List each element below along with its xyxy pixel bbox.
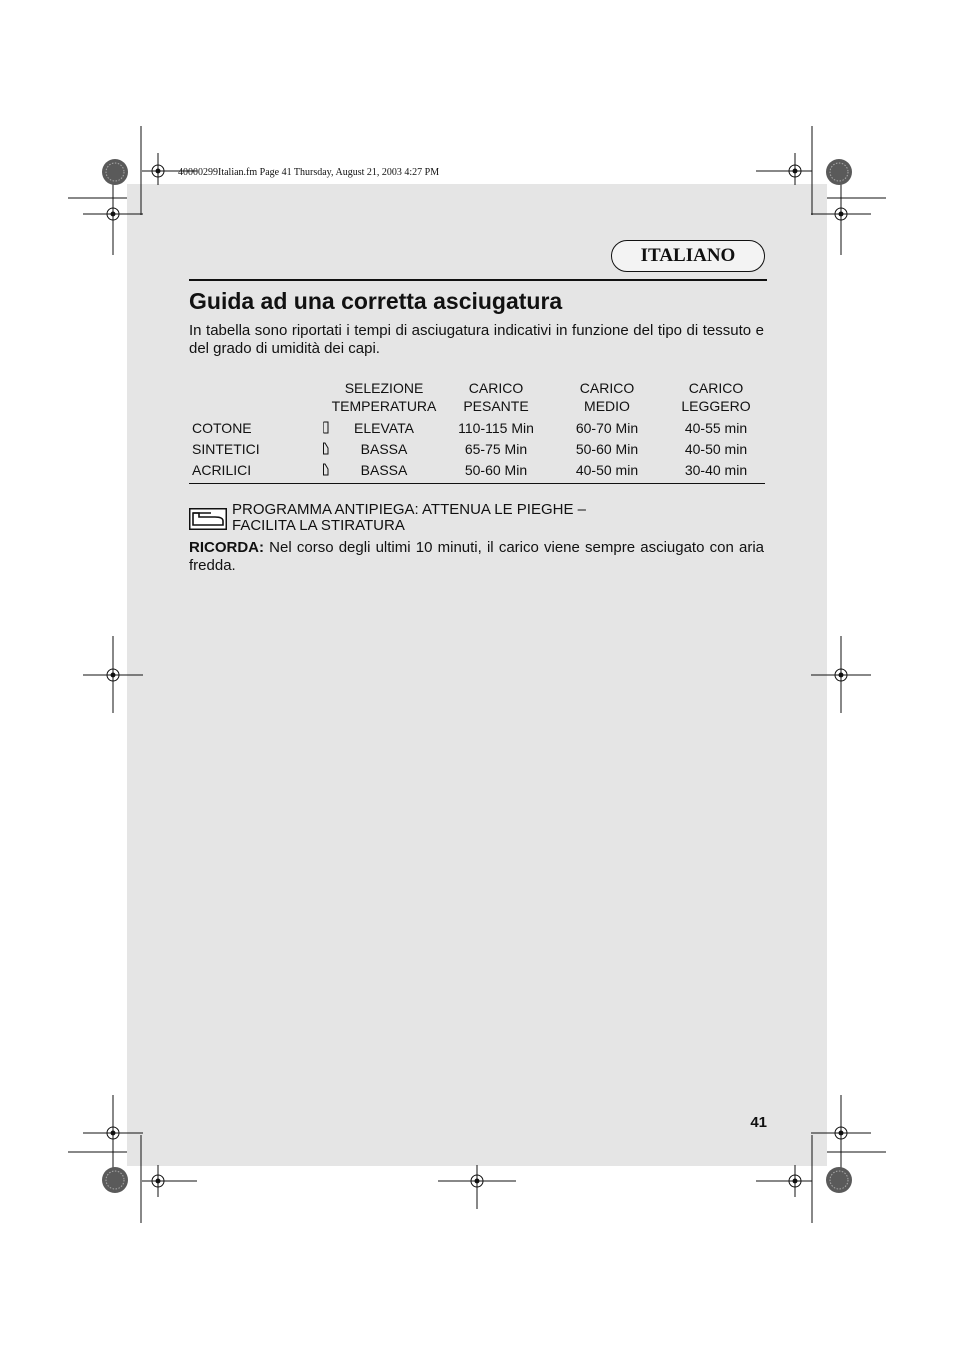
header-line: CARICO bbox=[688, 380, 744, 396]
title-rule bbox=[189, 279, 767, 281]
anti-crease-line2: FACILITA LA STIRATURA bbox=[232, 517, 405, 534]
header-line: CARICO bbox=[579, 380, 635, 396]
header-line: MEDIO bbox=[584, 398, 630, 414]
page-number: 41 bbox=[750, 1114, 767, 1131]
print-header: 40000299Italian.fm Page 41 Thursday, August 21, 2003 4:27 PM bbox=[178, 167, 440, 178]
header-line: SELEZIONE bbox=[344, 380, 424, 396]
header-line: PESANTE bbox=[463, 398, 529, 414]
header-line: CARICO bbox=[468, 380, 524, 396]
temperature-value: BASSA bbox=[360, 440, 408, 457]
cell-medium: 40-50 min bbox=[547, 459, 667, 484]
cell-temperature bbox=[323, 438, 445, 459]
cell-heavy: 65-75 Min bbox=[464, 440, 528, 457]
door-half-icon bbox=[323, 463, 329, 476]
header-fabric bbox=[189, 377, 323, 417]
anti-crease-line1: PROGRAMMA ANTIPIEGA: ATTENUA LE PIEGHE – bbox=[232, 501, 586, 518]
cell-light: 40-50 min bbox=[684, 440, 748, 457]
remember-label: RICORDA: bbox=[189, 539, 264, 556]
cell-fabric: ACRILICI bbox=[189, 459, 323, 484]
cell-light: 30-40 min bbox=[667, 459, 765, 484]
cell-light: 40-55 min bbox=[684, 419, 748, 436]
cell-heavy: 110-115 Min bbox=[458, 419, 534, 436]
door-half-icon bbox=[323, 442, 329, 455]
remember-note bbox=[189, 539, 764, 575]
header-light bbox=[667, 377, 765, 417]
header-line: LEGGERO bbox=[681, 398, 751, 414]
cell-fabric: SINTETICI bbox=[192, 440, 260, 457]
table-header-row bbox=[189, 377, 765, 417]
cell-temperature bbox=[323, 417, 445, 438]
page-title: Guida ad una corretta asciugatura bbox=[189, 288, 563, 314]
cell-medium: 60-70 Min bbox=[575, 419, 639, 436]
language-tab: ITALIANO bbox=[611, 240, 765, 272]
anti-crease-text bbox=[232, 502, 586, 534]
temperature-value: BASSA bbox=[360, 461, 408, 478]
header-temperature bbox=[323, 377, 445, 417]
cell-fabric: COTONE bbox=[192, 419, 252, 436]
intro-paragraph: In tabella sono riportati i tempi di asciugatura indicativi in funzione del tipo di tessuto e del grado di umidità dei capi. bbox=[189, 322, 764, 357]
iron-icon bbox=[189, 508, 227, 530]
cell-heavy: 50-60 Min bbox=[445, 459, 547, 484]
door-open-icon bbox=[323, 421, 329, 434]
cell-temperature bbox=[323, 459, 445, 484]
remember-text: Nel corso degli ultimi 10 minuti, il carico viene sempre asciugato con aria fredda. bbox=[189, 539, 764, 574]
header-line: TEMPERATURA bbox=[331, 398, 437, 414]
cell-medium: 50-60 Min bbox=[575, 440, 639, 457]
drying-times-table bbox=[189, 377, 765, 484]
table-row bbox=[189, 438, 765, 459]
header-heavy bbox=[445, 377, 547, 417]
table-row bbox=[189, 459, 765, 484]
table-row bbox=[189, 417, 765, 438]
temperature-value: ELEVATA bbox=[354, 419, 414, 436]
header-medium bbox=[547, 377, 667, 417]
